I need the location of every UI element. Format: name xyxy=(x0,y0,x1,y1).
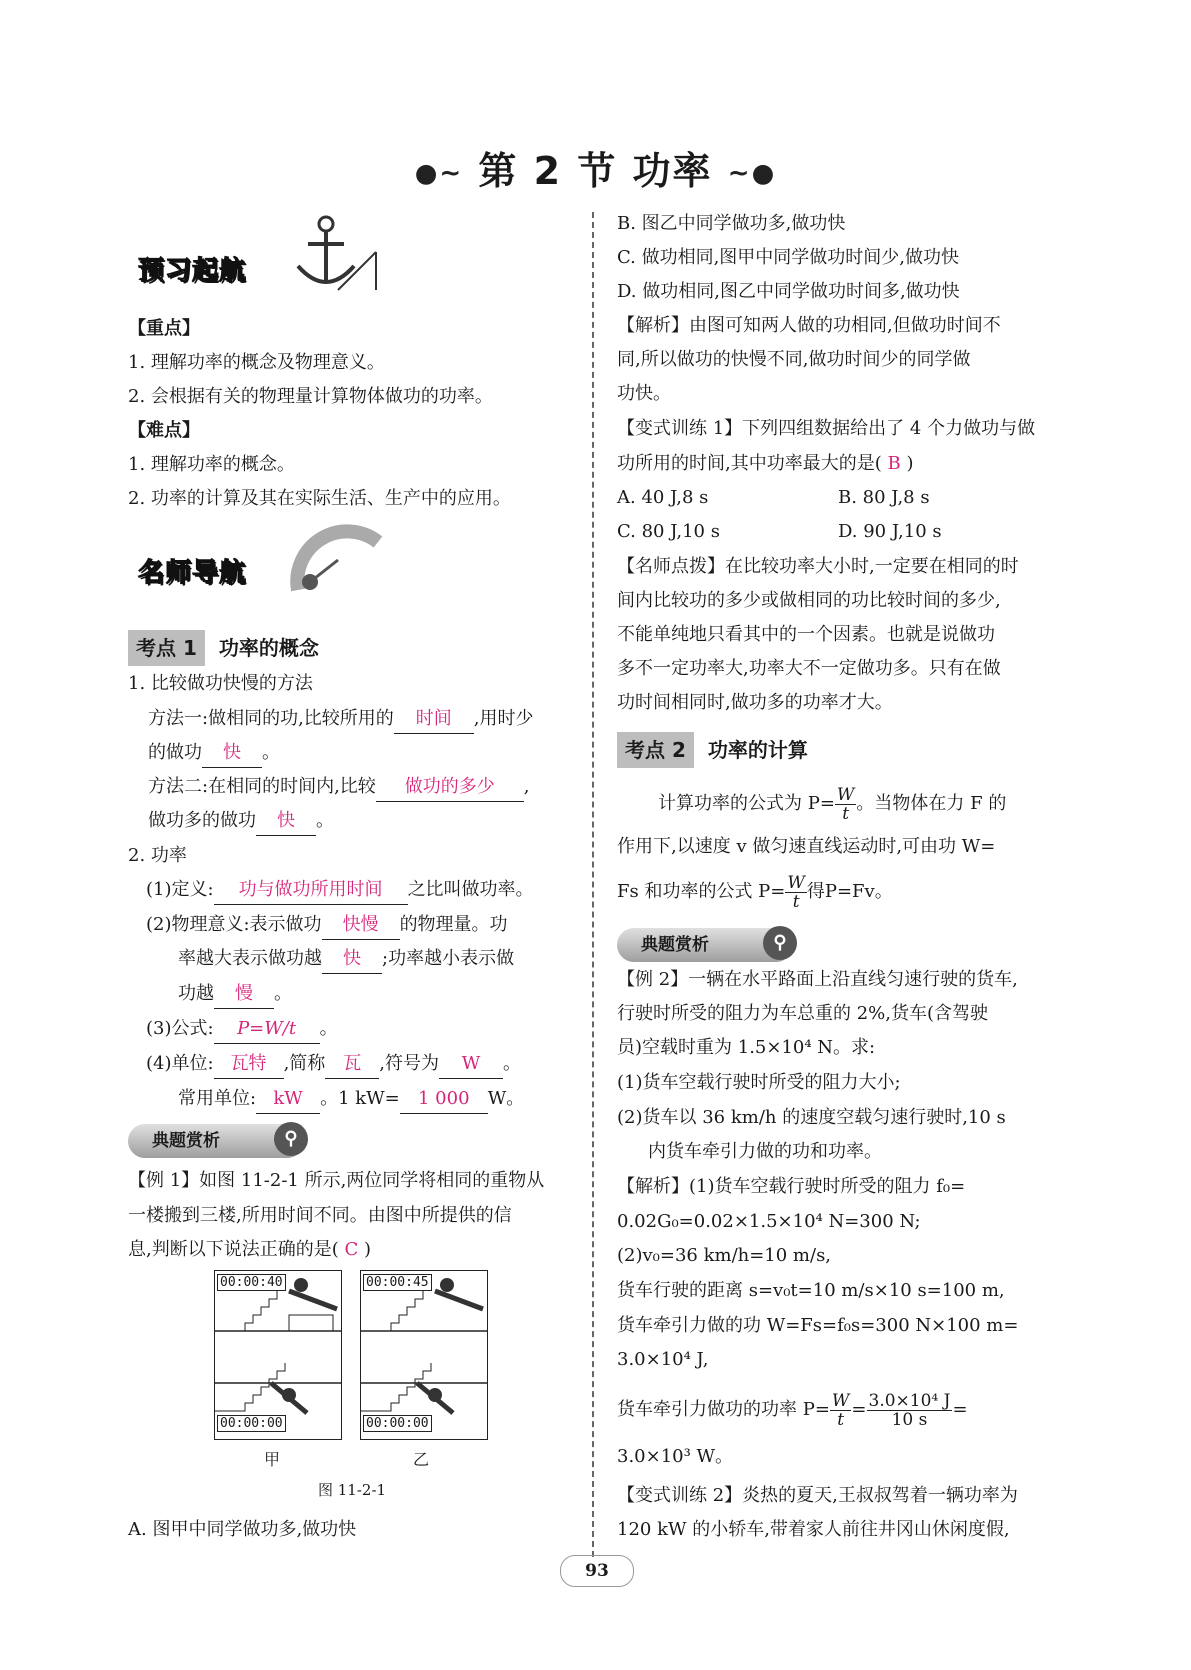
answer-blank: 1 000 xyxy=(400,1085,488,1114)
example-appreciation-badge xyxy=(128,1124,304,1158)
analysis-2-result: 3.0×10³ W。 xyxy=(617,1446,734,1467)
answer-blank: kW xyxy=(256,1085,320,1114)
example-2-q1: (1)货车空载行驶时所受的阻力大小; xyxy=(617,1072,901,1093)
teacher-guide-banner-label: 名师导航 xyxy=(138,558,247,588)
analysis-2-line-e: 货车牵引力做的功 W=Fs=f₀s=300 N×100 m= xyxy=(617,1315,1019,1336)
method-2-line-a: 方法二:在相同的时间内,比较 做功的多少 , xyxy=(148,773,530,802)
difficulty-2: 2. 功率的计算及其在实际生活、生产中的应用。 xyxy=(128,488,511,509)
difficulty-1: 1. 理解功率的概念。 xyxy=(128,454,295,475)
preview-banner xyxy=(128,240,378,298)
stopwatch-end-jia: 00:00:40 xyxy=(217,1274,286,1291)
option-c: C. 做功相同,图甲中同学做功时间少,做功快 xyxy=(617,247,960,268)
example-1-line-c: 息,判断以下说法正确的是( C ) xyxy=(128,1239,372,1260)
figure-label-jia: 甲 xyxy=(264,1450,281,1469)
method-2-line-b: 做功多的做功 快 。 xyxy=(148,807,334,836)
analysis-2-power-line: 货车牵引力做功的功率 P= $\frac{W}{t}$ = $\frac{\text{3.0×10⁴ J}}{10 s}$ = xyxy=(617,1390,968,1430)
exam-point-2-tag: 考点 2 xyxy=(617,732,694,768)
key-point-1: 1. 理解功率的概念及物理意义。 xyxy=(128,352,385,373)
meaning-line-c: 功越 慢 。 xyxy=(178,980,292,1009)
figure-label-yi: 乙 xyxy=(413,1450,430,1469)
analysis-2-line-b: 0.02G₀=0.02×1.5×10⁴ N=300 N; xyxy=(617,1211,921,1232)
variant-1-line-a: 【变式训练 1】下列四组数据给出了 4 个力做功与做 xyxy=(617,418,1036,439)
method-1-line-b: 的做功 快 。 xyxy=(148,739,280,768)
answer-blank: 瓦 xyxy=(325,1050,379,1079)
key-points-heading: 【重点】 xyxy=(128,318,200,339)
stairs-illustration xyxy=(361,1271,487,1439)
analysis-2-line-c: (2)v₀=36 km/h=10 m/s, xyxy=(617,1245,832,1266)
exam-point-1 xyxy=(128,630,319,666)
answer-blank: 时间 xyxy=(394,705,474,734)
fraction-numeric: $\frac{\text{3.0×10⁴ J}}{10 s}$ xyxy=(868,1390,951,1430)
fraction-w-over-t: $\frac{W}{t}$ xyxy=(787,872,805,912)
teacher-tip-line-5: 功时间相同时,做功多的功率才大。 xyxy=(617,692,893,713)
figure-caption: 图 11-2-1 xyxy=(318,1481,387,1499)
example-1-line-b: 一楼搬到三楼,所用时间不同。由图中所提供的信 xyxy=(128,1205,512,1226)
preview-banner-label: 预习起航 xyxy=(138,256,247,286)
variant-2-line-b: 120 kW 的小轿车,带着家人前往井冈山休闲度假, xyxy=(617,1519,1010,1540)
formula-line: (3)公式: P=W/t 。 xyxy=(146,1015,338,1044)
variant-2-line-a: 【变式训练 2】炎热的夏天,王叔叔驾着一辆功率为 xyxy=(617,1485,1018,1506)
example-2-line-b: 行驶时所受的阻力为车总重的 2%,货车(含驾驶 xyxy=(617,1003,989,1024)
example-2-line-a: 【例 2】一辆在水平路面上沿直线匀速行驶的货车, xyxy=(617,969,1018,990)
badge-label: 典题赏析 xyxy=(641,935,709,955)
stopwatch-start-yi: 00:00:00 xyxy=(363,1415,432,1432)
analysis-1-line-c: 功快。 xyxy=(617,383,671,404)
formula-line-3: Fs 和功率的公式 P= $\frac{W}{t}$ 得P=Fv。 xyxy=(617,872,893,912)
teacher-tip-line-2: 间内比较功的多少或做相同的功比较时间的多少, xyxy=(617,590,1001,611)
example-2-q2-a: (2)货车以 36 km/h 的速度空载匀速行驶时,10 s xyxy=(617,1107,1006,1128)
column-divider xyxy=(592,212,594,1557)
exam-point-2 xyxy=(617,732,808,768)
title-left-decoration: ●~ xyxy=(414,158,464,189)
answer-blank: 慢 xyxy=(214,980,274,1009)
meaning-line-a: (2)物理意义:表示做功 快慢 的物理量。功 xyxy=(146,911,508,940)
stairs-illustration xyxy=(215,1271,341,1439)
fraction-w-over-t: $\frac{W}{t}$ xyxy=(836,784,855,824)
unit-line-b: 常用单位: kW 。1 kW= 1 000 W。 xyxy=(178,1085,524,1114)
key-point-2: 2. 会根据有关的物理量计算物体做功的功率。 xyxy=(128,386,493,407)
exam-point-2-title: 功率的计算 xyxy=(707,738,808,762)
figure-panel-jia xyxy=(214,1270,342,1440)
answer-blank: 功与做功所用时间 xyxy=(214,876,408,905)
exam-point-1-tag: 考点 1 xyxy=(128,630,205,666)
section-title xyxy=(0,140,1191,195)
variant-1-option-a: A. 40 J,8 s xyxy=(617,487,709,508)
title-text: 第 2 节 功率 xyxy=(478,149,713,193)
page-number: 93 xyxy=(560,1555,634,1587)
meaning-line-b: 率越大表示做功越 快 ;功率越小表示做 xyxy=(178,945,514,974)
answer-blank: 瓦特 xyxy=(214,1050,284,1079)
variant-1-answer: B xyxy=(887,453,901,474)
teacher-guide-banner xyxy=(128,542,378,600)
answer-blank: W xyxy=(439,1050,503,1079)
example-2-q2-b: 内货车牵引力做的功和功率。 xyxy=(648,1141,882,1162)
example-1-line-a: 【例 1】如图 11-2-1 所示,两位同学将相同的重物从 xyxy=(128,1170,545,1191)
subheading-compare-methods: 1. 比较做功快慢的方法 xyxy=(128,673,313,694)
teacher-tip-line-4: 多不一定功率大,功率大不一定做功多。只有在做 xyxy=(617,658,1001,679)
option-b: B. 图乙中同学做功多,做功快 xyxy=(617,213,846,234)
definition-line: (1)定义: 功与做功所用时间 之比叫做功率。 xyxy=(146,876,534,905)
answer-blank: P=W/t xyxy=(214,1015,320,1044)
formula-line-2: 作用下,以速度 v 做匀速直线运动时,可由功 W= xyxy=(617,836,996,857)
example-2-line-c: 员)空载时重为 1.5×10⁴ N。求: xyxy=(617,1037,876,1058)
figure-panel-yi xyxy=(360,1270,488,1440)
teacher-tip-line-3: 不能单纯地只看其中的一个因素。也就是说做功 xyxy=(617,624,995,645)
answer-blank: 快 xyxy=(202,739,262,768)
magnifier-icon: ⚲ xyxy=(274,1122,308,1156)
subheading-power: 2. 功率 xyxy=(128,845,187,866)
variant-1-option-b: B. 80 J,8 s xyxy=(838,487,930,508)
fraction-w-over-t: $\frac{W}{t}$ xyxy=(831,1390,850,1430)
analysis-2-line-f: 3.0×10⁴ J, xyxy=(617,1349,709,1370)
option-d: D. 做功相同,图乙中同学做功时间多,做功快 xyxy=(617,281,960,302)
answer-blank: 快 xyxy=(256,807,316,836)
gauge-icon xyxy=(278,520,388,600)
badge-label: 典题赏析 xyxy=(152,1131,220,1151)
analysis-2-line-d: 货车行驶的距离 s=v₀t=10 m/s×10 s=100 m, xyxy=(617,1280,1005,1301)
analysis-1-line-b: 同,所以做功的快慢不同,做功时间少的同学做 xyxy=(617,349,971,370)
difficulties-heading: 【难点】 xyxy=(128,420,200,441)
example-appreciation-badge-2 xyxy=(617,928,793,962)
answer-blank: 快 xyxy=(322,945,382,974)
answer-blank: 快慢 xyxy=(322,911,400,940)
unit-line-a: (4)单位: 瓦特 ,简称 瓦 ,符号为 W 。 xyxy=(146,1050,521,1079)
variant-1-line-b: 功所用的时间,其中功率最大的是( B ) xyxy=(617,453,914,474)
answer-blank: 做功的多少 xyxy=(376,773,524,802)
teacher-tip-line-1: 【名师点拨】在比较功率大小时,一定要在相同的时 xyxy=(617,556,1019,577)
method-1-line-a: 方法一:做相同的功,比较所用的 时间 ,用时少 xyxy=(148,705,534,734)
example-1-answer: C xyxy=(344,1239,359,1260)
variant-1-option-d: D. 90 J,10 s xyxy=(838,521,942,542)
anchor-icon xyxy=(278,212,378,296)
variant-1-option-c: C. 80 J,10 s xyxy=(617,521,720,542)
magnifier-icon: ⚲ xyxy=(763,926,797,960)
analysis-2-line-a: 【解析】(1)货车空载行驶时所受的阻力 f₀= xyxy=(617,1176,966,1197)
option-a: A. 图甲中同学做功多,做功快 xyxy=(128,1519,357,1540)
title-right-decoration: ~● xyxy=(727,158,777,189)
analysis-1-line-a: 【解析】由图可知两人做的功相同,但做功时间不 xyxy=(617,315,1001,336)
stopwatch-end-yi: 00:00:45 xyxy=(363,1274,432,1291)
exam-point-1-title: 功率的概念 xyxy=(218,636,319,660)
stopwatch-start-jia: 00:00:00 xyxy=(217,1415,286,1432)
formula-intro-line: 计算功率的公式为 P= $\frac{W}{t}$ 。当物体在力 F 的 xyxy=(658,784,1007,824)
